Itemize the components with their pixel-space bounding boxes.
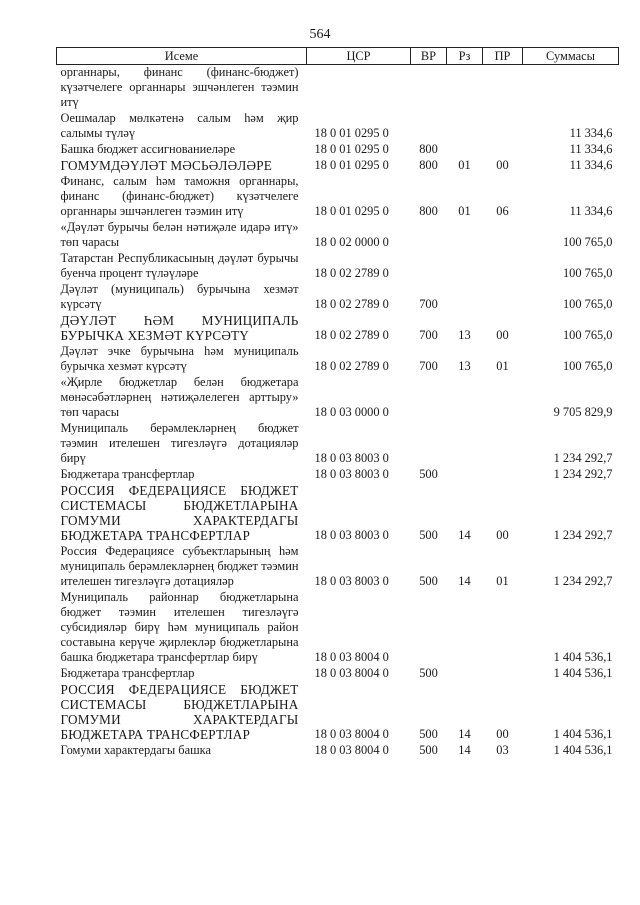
cell-pr: 03 (496, 743, 509, 757)
cell-csr: 18 0 03 8004 0 (314, 650, 389, 664)
budget-table (56, 47, 619, 758)
cell-csr: 18 0 03 8003 0 (314, 574, 389, 588)
table-row (57, 681, 619, 742)
cell-sum: 1 234 292,7 (553, 528, 613, 542)
cell-name: Дәүләт (муниципаль) бурычына хезмәт күрсәтү (60, 282, 299, 311)
cell-csr: 18 0 03 8004 0 (314, 727, 389, 741)
header-name: Исеме (57, 48, 307, 65)
cell-vr (411, 110, 447, 141)
cell-rz (447, 374, 483, 420)
cell-vr: 500 (419, 574, 438, 588)
cell-pr: 01 (496, 359, 509, 373)
cell-pr (483, 65, 523, 111)
cell-vr: 700 (419, 328, 438, 342)
budget-table-container (56, 47, 618, 758)
cell-csr: 18 0 03 8003 0 (314, 528, 389, 542)
cell-name: Оешмалар мөлкәтенә салым һәм җир салымы түләү (60, 111, 299, 140)
cell-pr: 00 (496, 328, 509, 342)
cell-name: «Дәүләт бурычы белән нәтиҗәле идарә итү» төп чарасы (60, 220, 299, 249)
cell-csr: 18 0 01 0295 0 (314, 142, 389, 156)
cell-vr: 700 (419, 297, 438, 311)
cell-pr (483, 110, 523, 141)
cell-vr: 800 (419, 142, 438, 156)
cell-vr (411, 374, 447, 420)
table-row (57, 374, 619, 420)
cell-sum: 1 404 536,1 (553, 666, 613, 680)
cell-name: РОССИЯ ФЕДЕРАЦИЯСЕ БЮДЖЕТ СИСТЕМАСЫ БЮДЖЕТЛАРЫНА ГОМУМИ ХАРАКТЕРДАГЫ БЮДЖЕТАРА ТРАНСФЕРТЛАР (60, 682, 299, 742)
cell-vr: 500 (419, 743, 438, 757)
cell-rz (447, 250, 483, 281)
cell-pr (483, 420, 523, 466)
table-row (57, 420, 619, 466)
cell-csr: 18 0 02 2789 0 (314, 359, 389, 373)
cell-vr: 500 (419, 528, 438, 542)
cell-name: Финанс, салым һәм таможня органнары, финанс (финанс-бюджет) күзәтчелеге органнары эшчәнлеген тәэмин итү (60, 174, 299, 218)
cell-csr: 18 0 03 8003 0 (314, 451, 389, 465)
table-row (57, 141, 619, 157)
cell-name: Гомуми характердагы башка (60, 743, 211, 757)
cell-name: ГОМУМДӘҮЛӘТ МӘСЬӘЛӘЛӘРЕ (60, 158, 273, 173)
cell-vr (411, 589, 447, 665)
cell-vr: 800 (419, 204, 438, 218)
cell-vr: 500 (419, 467, 438, 481)
cell-pr (483, 281, 523, 312)
cell-rz (447, 281, 483, 312)
header-csr: ЦСР (307, 48, 411, 65)
cell-csr (307, 65, 411, 111)
cell-pr: 00 (496, 158, 509, 172)
cell-name: Дәүләт эчке бурычына һәм муниципаль бурычка хезмәт күрсәтү (60, 344, 299, 373)
header-sum: Суммасы (523, 48, 619, 65)
cell-name: Бюджетара трансфертлар (60, 467, 195, 481)
cell-rz: 13 (458, 359, 471, 373)
cell-pr: 01 (496, 574, 509, 588)
cell-rz: 14 (458, 528, 471, 542)
cell-rz (447, 665, 483, 681)
cell-vr: 500 (419, 666, 438, 680)
cell-vr: 800 (419, 158, 438, 172)
table-row (57, 742, 619, 758)
cell-pr (483, 466, 523, 482)
cell-sum: 11 334,6 (569, 142, 613, 156)
table-row (57, 312, 619, 343)
cell-csr: 18 0 03 8003 0 (314, 467, 389, 481)
page-number: 564 (309, 27, 331, 42)
cell-rz: 13 (458, 328, 471, 342)
cell-pr (483, 589, 523, 665)
cell-sum: 100 765,0 (562, 297, 613, 311)
cell-rz (447, 466, 483, 482)
cell-sum: 1 234 292,7 (553, 574, 613, 588)
table-body (57, 65, 619, 759)
cell-name: ДӘҮЛӘТ ҺӘМ МУНИЦИПАЛЬ БУРЫЧКА ХЕЗМӘТ КҮРСӘТҮ (60, 313, 299, 343)
cell-vr (411, 250, 447, 281)
cell-name: Бюджетара трансфертлар (60, 666, 195, 680)
cell-rz (447, 110, 483, 141)
cell-vr (411, 219, 447, 250)
table-row (57, 482, 619, 543)
table-row (57, 343, 619, 374)
cell-sum: 100 765,0 (562, 235, 613, 249)
cell-sum: 1 404 536,1 (553, 727, 613, 741)
cell-csr: 18 0 02 2789 0 (314, 266, 389, 280)
cell-sum: 1 404 536,1 (553, 743, 613, 757)
cell-sum: 100 765,0 (562, 266, 613, 280)
cell-vr: 700 (419, 359, 438, 373)
cell-vr (411, 65, 447, 111)
cell-sum: 100 765,0 (562, 359, 613, 373)
cell-csr: 18 0 02 0000 0 (314, 235, 389, 249)
table-row (57, 173, 619, 219)
cell-sum: 11 334,6 (569, 158, 613, 172)
cell-csr: 18 0 02 2789 0 (314, 328, 389, 342)
cell-name: Муниципаль районнар бюджетларына бюджет тәэмин ителешен тигезләүгә субсидияләр бирү һәм муниципаль район составына керүче җирлекләр бюджетларына башка бюджетара трансфертлар бирү (60, 590, 299, 664)
cell-pr (483, 141, 523, 157)
cell-csr: 18 0 01 0295 0 (314, 126, 389, 140)
cell-name: Муниципаль берәмлекләрнең бюджет тәэмин ителешен тигезләүгә дотацияләр бирү (60, 421, 299, 465)
cell-pr: 00 (496, 528, 509, 542)
header-rz: Рз (447, 48, 483, 65)
table-row (57, 219, 619, 250)
table-header (57, 48, 619, 65)
cell-rz (447, 219, 483, 250)
cell-pr: 00 (496, 727, 509, 741)
cell-name: Башка бюджет ассигнованиеләре (60, 142, 236, 156)
cell-pr (483, 665, 523, 681)
cell-rz (447, 141, 483, 157)
cell-csr: 18 0 03 0000 0 (314, 405, 389, 419)
cell-sum: 100 765,0 (562, 328, 613, 342)
cell-rz: 01 (458, 204, 471, 218)
cell-pr (483, 374, 523, 420)
table-row (57, 589, 619, 665)
table-row (57, 110, 619, 141)
cell-csr: 18 0 03 8004 0 (314, 743, 389, 757)
cell-name: органнары, финанс (финанс-бюджет) күзәтчелеге органнары эшчәнлеген тәэмин итү (60, 65, 299, 109)
table-row (57, 466, 619, 482)
cell-csr: 18 0 03 8004 0 (314, 666, 389, 680)
cell-name: «Җирле бюджетлар белән бюджетара мөнәсәбәтләрнең нәтиҗәлелеген арттыру» төп чарасы (60, 375, 299, 419)
cell-sum: 1 234 292,7 (553, 467, 613, 481)
cell-csr: 18 0 01 0295 0 (314, 158, 389, 172)
table-row (57, 281, 619, 312)
cell-sum: 9 705 829,9 (553, 405, 613, 419)
header-pr: ПР (483, 48, 523, 65)
cell-rz (447, 65, 483, 111)
cell-sum: 11 334,6 (569, 126, 613, 140)
cell-sum: 1 404 536,1 (553, 650, 613, 664)
cell-pr (483, 250, 523, 281)
cell-pr (483, 219, 523, 250)
cell-rz: 14 (458, 727, 471, 741)
cell-vr (411, 420, 447, 466)
cell-rz (447, 589, 483, 665)
cell-vr: 500 (419, 727, 438, 741)
table-row (57, 157, 619, 173)
header-row (57, 48, 619, 65)
header-vr: ВР (411, 48, 447, 65)
cell-sum: 11 334,6 (569, 204, 613, 218)
cell-name: Татарстан Республикасының дәүләт бурычы буенча процент түләүләре (60, 251, 299, 280)
cell-rz: 14 (458, 743, 471, 757)
cell-pr: 06 (496, 204, 509, 218)
cell-sum: 1 234 292,7 (553, 451, 613, 465)
cell-rz (447, 420, 483, 466)
cell-sum (523, 65, 619, 111)
cell-rz: 14 (458, 574, 471, 588)
table-row (57, 665, 619, 681)
cell-rz: 01 (458, 158, 471, 172)
cell-name: Россия Федерациясе субъектларының һәм муниципаль берәмлекләрнең бюджет тәэмин ителешен тигезләүгә дотацияләр (60, 544, 299, 588)
table-row (57, 250, 619, 281)
table-row (57, 65, 619, 111)
cell-csr: 18 0 01 0295 0 (314, 204, 389, 218)
table-row (57, 543, 619, 589)
cell-csr: 18 0 02 2789 0 (314, 297, 389, 311)
cell-name: РОССИЯ ФЕДЕРАЦИЯСЕ БЮДЖЕТ СИСТЕМАСЫ БЮДЖЕТЛАРЫНА ГОМУМИ ХАРАКТЕРДАГЫ БЮДЖЕТАРА ТРАНСФЕРТЛАР (60, 483, 299, 543)
